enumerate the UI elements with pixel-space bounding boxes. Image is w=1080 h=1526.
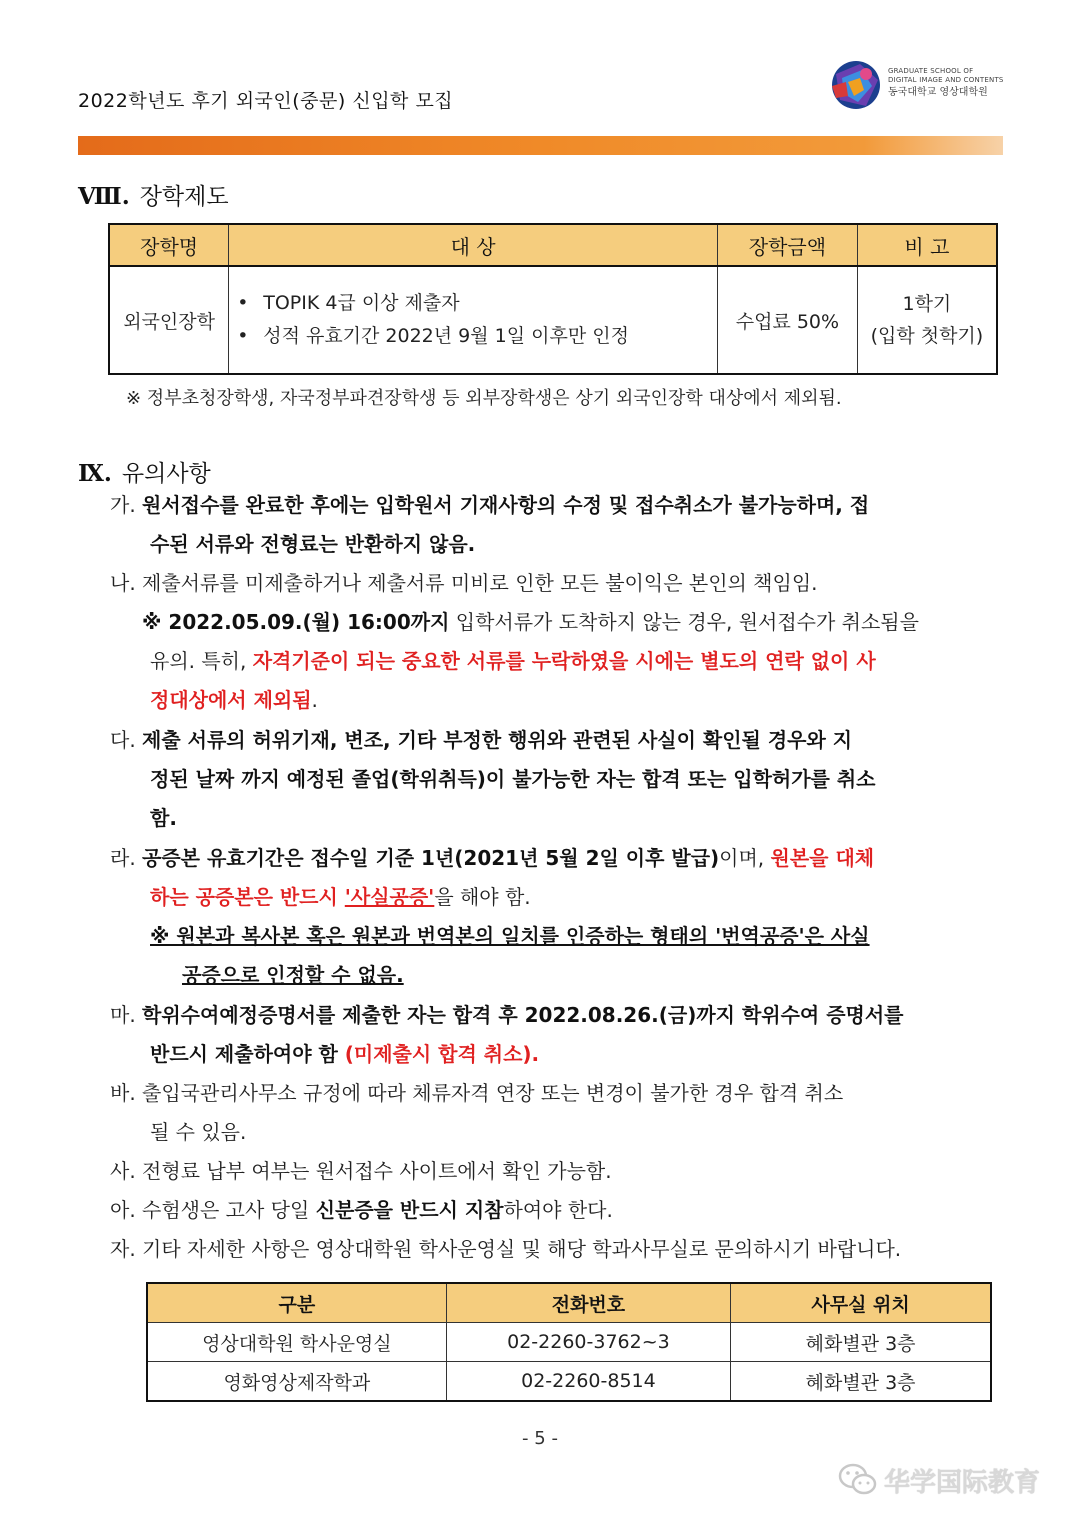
notice-ra-text1-plain: 이며, xyxy=(719,846,771,870)
notice-ra-text1-bold: 공증본 유효기간은 접수일 기준 1년(2021년 5월 2일 이후 발급) xyxy=(142,846,720,870)
list-item xyxy=(237,320,716,353)
item-marker: 나. xyxy=(110,571,136,595)
notice-ba-text-2: 될 수 있음. xyxy=(150,1120,247,1144)
notice-na-note-line-2 xyxy=(150,642,876,681)
logo-english-line-2: DIGITAL IMAGE AND CONTENTS xyxy=(888,76,1004,84)
item-marker: 자. xyxy=(110,1237,136,1261)
contact-category-cell: 영상대학원 학사운영실 xyxy=(147,1323,446,1362)
notice-item-na xyxy=(110,564,818,603)
contact-table xyxy=(146,1282,992,1402)
contact-office-cell: 혜화별관 3층 xyxy=(731,1323,991,1362)
target-item-2: 성적 유효기간 2022년 9월 1일 이후만 인정 xyxy=(263,325,629,347)
notice-ra-text2-plain: 을 해야 함. xyxy=(434,885,531,909)
notice-na-text: 제출서류를 미제출하거나 제출서류 미비로 인한 모든 불이익은 본인의 책임임. xyxy=(142,571,818,595)
section-9-heading xyxy=(78,455,211,488)
notice-da-text-1: 제출 서류의 허위기재, 변조, 기타 부정한 행위와 관련된 사실이 확인될 경우와 지 xyxy=(142,728,853,752)
table-row xyxy=(109,266,997,374)
notice-ga-text-1: 원서접수를 완료한 후에는 입학원서 기재사항의 수정 및 접수취소가 불가능하며, 접 xyxy=(142,493,870,517)
target-item-1: TOPIK 4급 이상 제출자 xyxy=(263,292,460,314)
wechat-icon xyxy=(838,1462,878,1498)
notice-na-deadline: ※ 2022.05.09.(월) 16:00까지 xyxy=(142,610,450,634)
logo-korean-name: 동국대학교 영상대학원 xyxy=(888,87,988,98)
table-row xyxy=(147,1323,991,1362)
contact-phone-cell: 02-2260-3762~3 xyxy=(446,1323,730,1362)
notice-item-ba xyxy=(110,1074,843,1113)
notice-ra-line-2 xyxy=(150,878,531,917)
notice-da-text-3: 함. xyxy=(150,806,177,830)
section-9-title: 유의사항 xyxy=(121,461,211,487)
logo-english-line-1: GRADUATE SCHOOL OF xyxy=(888,67,974,75)
notice-item-ah xyxy=(110,1191,613,1230)
logo-emblem-icon xyxy=(826,56,886,114)
col-header-scholarship-name: 장학명 xyxy=(109,224,229,266)
notice-na-note-rest: 입학서류가 도착하지 않는 경우, 원서접수가 취소됨을 xyxy=(449,610,919,634)
notice-ra-text2-red: 하는 공증본은 반드시 xyxy=(150,885,345,909)
target-cell xyxy=(229,266,718,374)
notice-na-note3-end: . xyxy=(311,688,318,712)
header-divider-bar xyxy=(78,136,1003,155)
contact-phone-cell: 02-2260-8514 xyxy=(446,1362,730,1402)
contact-category-cell: 영화영상제작학과 xyxy=(147,1362,446,1402)
section-8-title: 장학제도 xyxy=(139,184,229,210)
notice-ma-text2-red: (미제출시 합격 취소). xyxy=(344,1042,540,1066)
remarks-cell xyxy=(857,266,997,374)
notice-ra-note-line-2: 공증으로 인정할 수 없음. xyxy=(182,963,404,987)
col-header-category: 구분 xyxy=(147,1283,446,1323)
notice-ah-text-before: 수험생은 고사 당일 xyxy=(142,1198,316,1222)
notice-ga-text-2: 수된 서류와 전형료는 반환하지 않음. xyxy=(150,532,476,556)
notice-na-note2-plain: 유의. 특히, xyxy=(150,649,253,673)
col-header-target: 대 상 xyxy=(229,224,718,266)
notice-na-note2-red: 자격기준이 되는 중요한 서류를 누락하였을 시에는 별도의 연락 없이 사 xyxy=(252,649,876,673)
item-marker: 바. xyxy=(110,1081,136,1105)
bullet-icon: • xyxy=(237,325,249,347)
notice-na-note3-red: 정대상에서 제외됨 xyxy=(150,688,312,712)
section-9-number: Ⅸ. xyxy=(78,460,112,487)
item-marker: 가. xyxy=(110,493,136,517)
contact-office-cell: 혜화별관 3층 xyxy=(731,1362,991,1402)
notice-ma-text2-bold: 반드시 제출하여야 함 xyxy=(150,1042,345,1066)
notice-ra-note-line-1: ※ 원본과 복사본 혹은 원본과 번역본의 일치를 인증하는 형태의 '번역공증'은 사실 xyxy=(150,924,870,948)
notice-ra-text2-red-underlined: '사실공증' xyxy=(344,885,435,909)
remarks-line-2: (입학 첫학기) xyxy=(870,325,984,347)
scholarship-name-cell: 외국인장학 xyxy=(109,266,229,374)
notice-ba-text-1: 출입국관리사무소 규정에 따라 체류자격 연장 또는 변경이 불가한 경우 합격 취소 xyxy=(142,1081,844,1105)
university-logo xyxy=(826,56,1006,116)
notice-ma-text-1: 학위수여예정증명서를 제출한 자는 합격 후 2022.08.26.(금)까지 학위수여 증명서를 xyxy=(142,1003,904,1027)
watermark xyxy=(838,1456,1068,1506)
col-header-phone: 전화번호 xyxy=(446,1283,730,1323)
notice-na-note-line-1 xyxy=(142,603,919,642)
item-marker: 마. xyxy=(110,1003,136,1027)
notice-sa-text: 전형료 납부 여부는 원서접수 사이트에서 확인 가능함. xyxy=(142,1159,612,1183)
notice-item-ga xyxy=(110,486,869,525)
list-item xyxy=(237,287,716,320)
col-header-remarks: 비 고 xyxy=(857,224,997,266)
contact-table-header-row xyxy=(147,1283,991,1323)
scholarship-table xyxy=(108,223,998,375)
notice-ah-text-after: 하여야 한다. xyxy=(503,1198,613,1222)
amount-cell: 수업료 50% xyxy=(718,266,858,374)
notice-da-text-2: 정된 날짜 까지 예정된 졸업(학위취득)이 불가능한 자는 합격 또는 입학허가를 취소 xyxy=(150,767,876,791)
notice-item-da xyxy=(110,721,852,760)
item-marker: 다. xyxy=(110,728,136,752)
notice-item-sa xyxy=(110,1152,612,1191)
notice-item-ma xyxy=(110,996,903,1035)
section-8-number: Ⅷ. xyxy=(78,183,130,210)
remarks-line-1: 1학기 xyxy=(902,293,952,315)
notice-ra-text1-red: 원본을 대체 xyxy=(770,846,875,870)
notice-ah-text-bold: 신분증을 반드시 지참 xyxy=(315,1198,504,1222)
section-8-heading xyxy=(78,178,229,211)
item-marker: 사. xyxy=(110,1159,136,1183)
notice-na-note-line-3 xyxy=(150,681,318,720)
item-marker: 아. xyxy=(110,1198,136,1222)
page-number: - 5 - xyxy=(522,1428,558,1449)
col-header-amount: 장학금액 xyxy=(718,224,858,266)
notice-ma-line-2 xyxy=(150,1035,539,1074)
notice-item-ra xyxy=(110,839,874,878)
table-row xyxy=(147,1362,991,1402)
notice-item-ja xyxy=(110,1230,901,1269)
item-marker: 라. xyxy=(110,846,136,870)
col-header-office: 사무실 위치 xyxy=(731,1283,991,1323)
scholarship-table-header-row xyxy=(109,224,997,266)
scholarship-footnote: ※ 정부초청장학생, 자국정부파견장학생 등 외부장학생은 상기 외국인장학 대상에서 제외됨. xyxy=(126,388,842,409)
watermark-text: 华学国际教育 xyxy=(884,1468,1041,1498)
bullet-icon: • xyxy=(237,292,249,314)
notice-ja-text: 기타 자세한 사항은 영상대학원 학사운영실 및 해당 학과사무실로 문의하시기 바랍니다. xyxy=(142,1237,902,1261)
document-header-title: 2022학년도 후기 외국인(중문) 신입학 모집 xyxy=(78,90,454,112)
